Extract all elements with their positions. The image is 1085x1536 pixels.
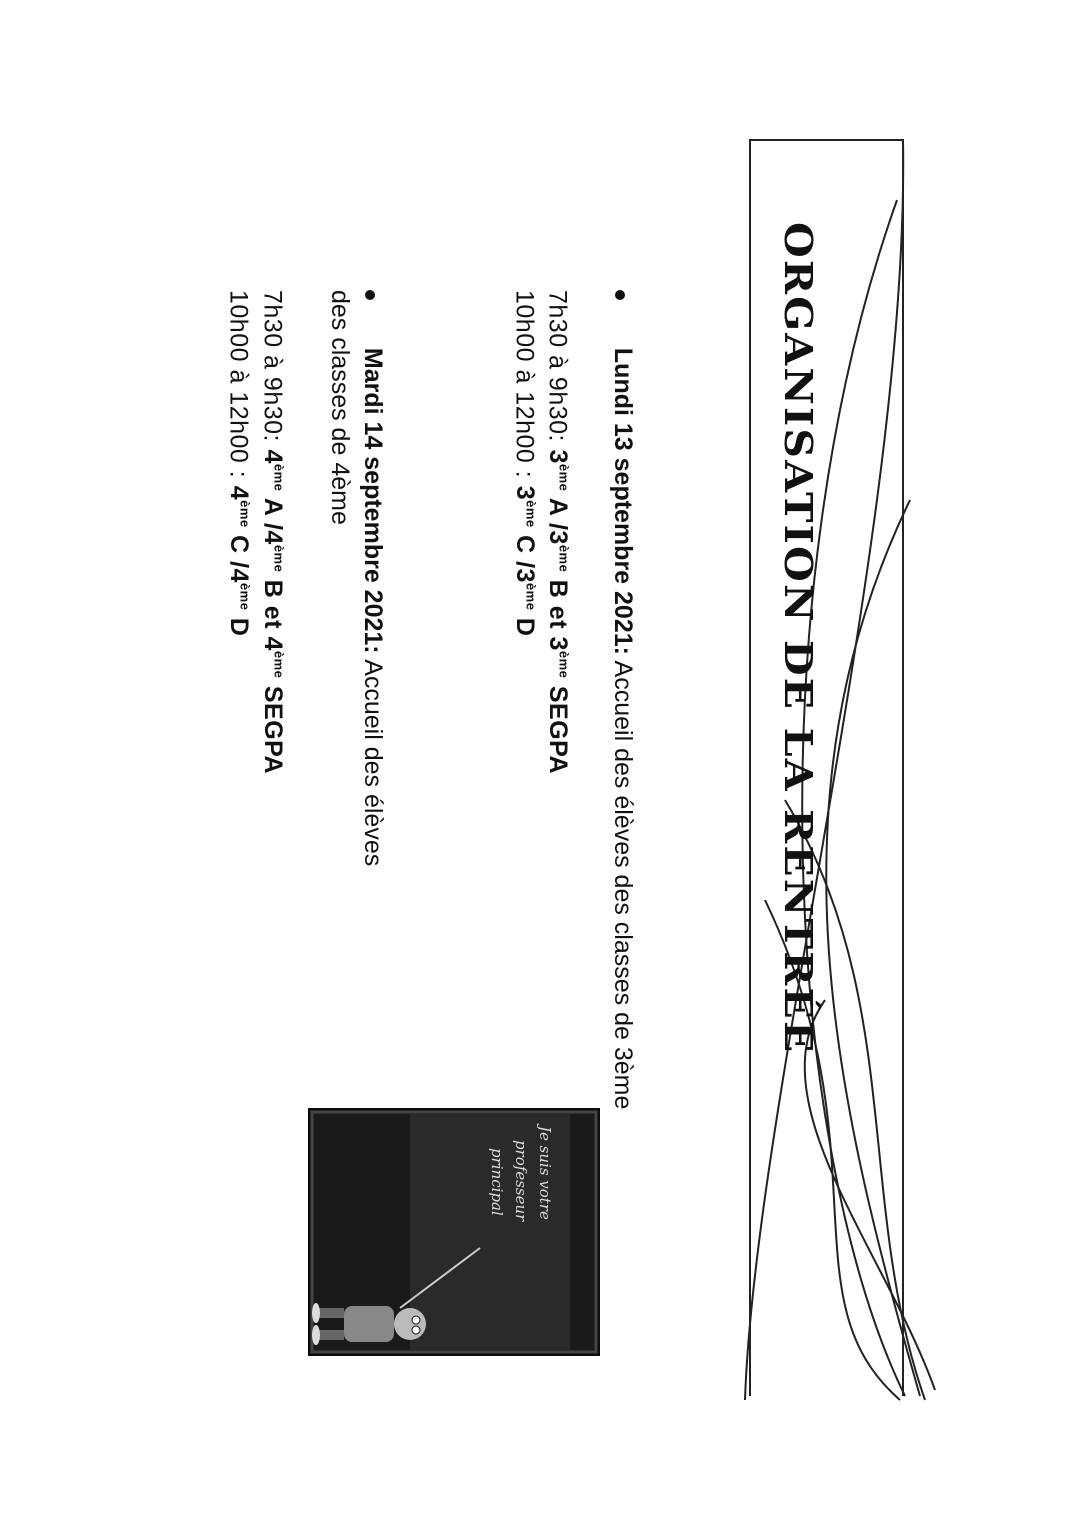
chalkboard-line-2: professeur (512, 1140, 530, 1222)
banner-curve-6 (805, 1000, 935, 1390)
chalkboard-line-1: Je suis votre (536, 1126, 554, 1220)
banner-curve-3 (826, 500, 920, 1396)
page-title: ORGANISATION DE LA RENTRÉE (776, 222, 821, 1055)
tuesday-desc-1: Accueil des élèves (359, 659, 387, 867)
bullet-icon (365, 290, 375, 300)
tuesday-slot-1-time: 7h30 à 9h30: (258, 290, 287, 442)
tuesday-slot-2: 10h00 à 12h00 : 4ème C /4ème D (224, 290, 253, 637)
teacher-chalkboard-illustration (308, 1108, 600, 1356)
tuesday-slot-1: 7h30 à 9h30: 4ème A /4ème B et 4ème SEGPA (258, 290, 287, 775)
monday-slot-2: 10h00 à 12h00 : 3ème C /3ème D (510, 290, 539, 637)
tuesday-desc-2: des classes de 4ème (326, 290, 354, 525)
tuesday-slot-2-time: 10h00 à 12h00 : (224, 290, 253, 479)
monday-heading (610, 290, 635, 1109)
monday-slot-2-time: 10h00 à 12h00 : (510, 290, 539, 479)
tuesday-heading (360, 290, 385, 866)
banner-curve-1 (745, 140, 903, 1400)
monday-date: Lundi 13 septembre 2021: (609, 347, 637, 655)
bullet-icon (615, 290, 625, 300)
tuesday-date: Mardi 14 septembre 2021: (359, 347, 387, 654)
monday-desc: Accueil des élèves des classes de 3ème (609, 660, 637, 1110)
banner-border (750, 140, 903, 1396)
monday-slot-1-time: 7h30 à 9h30: (543, 290, 572, 442)
monday-slot-1: 7h30 à 9h30: 3ème A /3ème B et 3ème SEGPA (543, 290, 572, 775)
chalkboard-line-3: principal (488, 1148, 506, 1216)
